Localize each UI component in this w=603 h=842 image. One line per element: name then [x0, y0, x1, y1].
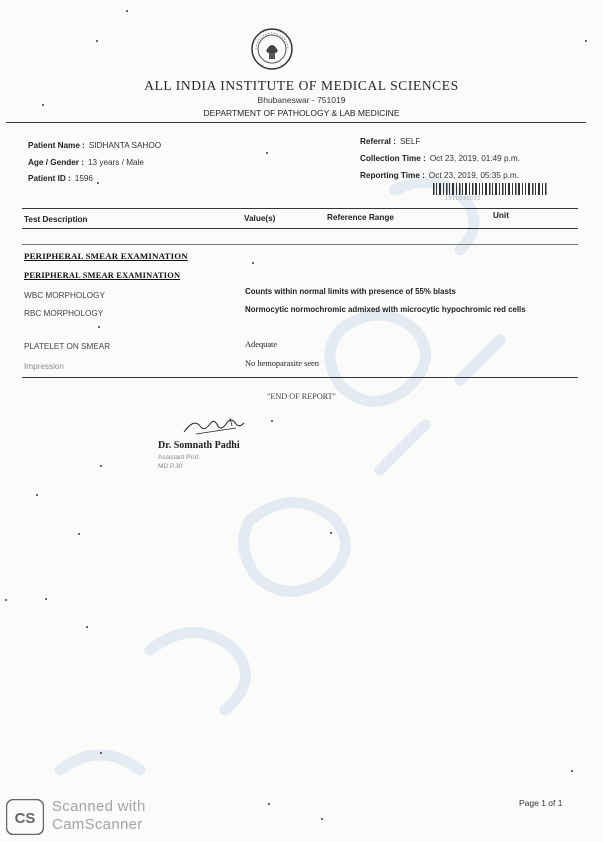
- scan-speck: [321, 818, 323, 820]
- scan-speck: [585, 40, 587, 42]
- referral-value: SELF: [399, 137, 421, 146]
- aiims-emblem-icon: [250, 27, 294, 71]
- collection-time-label: Collection Time :: [360, 154, 426, 163]
- scan-speck: [268, 803, 270, 805]
- institution-name: ALL INDIA INSTITUTE OF MEDICAL SCIENCES: [144, 78, 459, 93]
- scan-speck: [86, 626, 88, 628]
- camscanner-line1: Scanned with: [52, 798, 146, 815]
- camscanner-watermark: [52, 798, 146, 834]
- referral-row: [360, 131, 420, 149]
- barcode: [433, 183, 548, 195]
- scan-speck: [78, 533, 80, 535]
- scan-speck: [97, 182, 99, 184]
- camscanner-line2: CamScanner: [52, 816, 143, 833]
- referral-label: Referral :: [360, 137, 396, 146]
- institution-city: Bhubaneswar - 751019: [257, 95, 346, 105]
- col-test-description: Test Description: [24, 215, 88, 224]
- row-label-wbc: WBC MORPHOLOGY: [24, 291, 105, 300]
- age-gender-value: 13 years / Male: [87, 158, 144, 167]
- header-divider: [6, 122, 586, 123]
- scan-speck: [252, 262, 254, 264]
- patient-name-value: SIDHANTA SAHOO: [88, 141, 162, 150]
- table-bottom-rule: [22, 377, 578, 378]
- scan-speck: [45, 598, 47, 600]
- doctor-registration: MD P.30: [158, 463, 183, 470]
- doctor-signature: [182, 414, 252, 438]
- table-header-rule-2: [22, 244, 578, 245]
- scan-speck: [100, 752, 102, 754]
- scan-speck: [96, 40, 98, 42]
- col-values: Value(s): [244, 214, 276, 223]
- row-value-wbc: Counts within normal limits with presence of 55% blasts: [245, 287, 456, 296]
- page-number: Page 1 of 1: [519, 798, 563, 808]
- doctor-designation: Assistant Prof.: [158, 454, 200, 461]
- collection-time-value: Oct 23, 2019, 01:49 p.m.: [429, 154, 520, 163]
- patient-id-value: 1596: [74, 174, 93, 183]
- table-header-rule: [22, 228, 578, 229]
- collection-time-row: [360, 148, 520, 166]
- camscanner-logo-icon: [6, 799, 44, 835]
- reporting-time-label: Reporting Time :: [360, 171, 425, 180]
- scan-speck: [5, 599, 7, 601]
- scan-speck: [266, 152, 268, 154]
- end-of-report: "END OF REPORT": [267, 392, 336, 401]
- row-label-platelet: PLATELET ON SMEAR: [24, 342, 111, 351]
- scan-speck: [36, 494, 38, 496]
- col-unit: Unit: [493, 211, 509, 220]
- reporting-time-value: Oct 23, 2019, 05:35 p.m.: [428, 171, 520, 180]
- row-value-platelet: Adequate: [245, 340, 278, 349]
- scan-speck: [571, 770, 573, 772]
- row-label-impression: Impression: [24, 362, 65, 371]
- scan-speck: [126, 10, 128, 12]
- row-value-rbc: Normocytic normochromic admixed with microcytic hypochromic red cells: [245, 305, 526, 314]
- scan-speck: [330, 532, 332, 534]
- scan-speck: [100, 465, 102, 467]
- reporting-time-row: [360, 165, 519, 183]
- section-subtitle: PERIPHERAL SMEAR EXAMINATION: [24, 271, 181, 280]
- row-label-rbc: RBC MORPHOLOGY: [24, 309, 104, 318]
- scan-speck: [42, 104, 44, 106]
- section-title: PERIPHERAL SMEAR EXAMINATION: [24, 251, 188, 261]
- col-reference-range: Reference Range: [327, 213, 394, 222]
- barcode-number: 1910230033: [445, 196, 481, 202]
- age-gender-label: Age / Gender :: [28, 158, 84, 167]
- patient-id-label: Patient ID :: [28, 174, 71, 183]
- row-value-impression: No hemoparasite seen: [245, 359, 319, 368]
- scan-speck: [271, 420, 273, 422]
- scan-speck: [98, 326, 100, 328]
- patient-name-label: Patient Name :: [28, 141, 85, 150]
- camscanner-badge-text: CS: [14, 810, 36, 827]
- doctor-name: Dr. Somnath Padhi: [158, 440, 240, 451]
- patient-name-row: [28, 135, 161, 153]
- table-top-rule: [22, 208, 578, 209]
- department-name: DEPARTMENT OF PATHOLOGY & LAB MEDICINE: [203, 108, 400, 118]
- patient-id-row: [28, 168, 93, 186]
